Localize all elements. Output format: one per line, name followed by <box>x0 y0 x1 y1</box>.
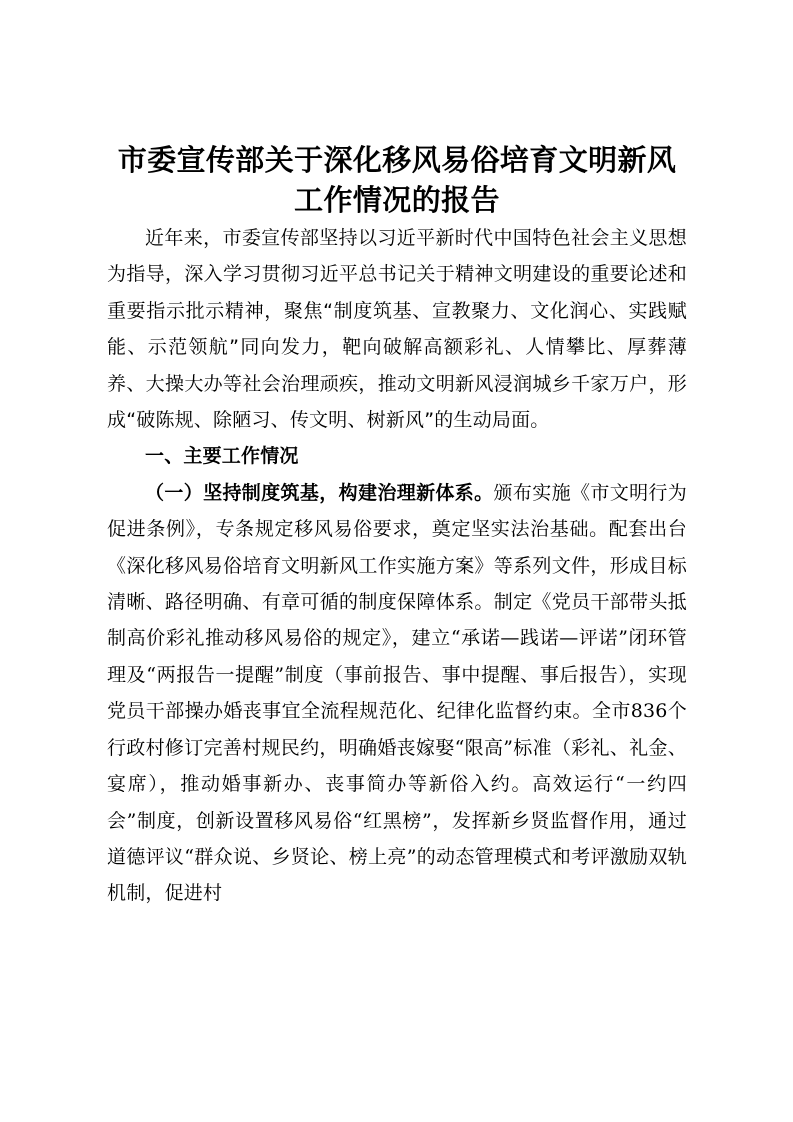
intro-paragraph: 近年来，市委宣传部坚持以习近平新时代中国特色社会主义思想为指导，深入学习贯彻习近平总书记关于精神文明建设的重要论述和重要指示批示精神，聚焦“制度筑基、宣教聚力、文化润心、实践赋能、示范领航”同向发力，靶向破解高额彩礼、人情攀比、厚葬薄养、大操大办等社会治理顽疾，推动文明新风浸润城乡千家万户，形成“破陈规、除陋习、传文明、树新风”的生动局面。 <box>107 227 687 432</box>
item-lead-sentence: （一）坚持制度筑基，构建治理新体系。 <box>145 481 494 504</box>
document-page <box>107 140 687 912</box>
item-body-text: 颁布实施《市文明行为促进条例》，专条规定移风易俗要求，奠定坚实法治基础。配套出台《深化移风易俗培育文明新风工作实施方案》等系列文件，形成目标清晰、路径明确、有章可循的制度保障体系。制定《党员干部带头抵制高价彩礼推动移风易俗的规定》，建立“承诺—践诺—评诺”闭环管理及“两报告一提醒”制度（事前报告、事中提醒、事后报告），实现党员干部操办婚丧事宜全流程规范化、纪律化监督约束。全市836个行政村修订完善村规民约，明确婚丧嫁娶“限高”标准（彩礼、礼金、宴席），推动婚事新办、丧事简办等新俗入约。高效运行“一约四会”制度，创新设置移风易俗“红黑榜”，发挥新乡贤监督作用，通过道德评议“群众说、乡贤论、榜上亮”的动态管理模式和考评激励双轨机制，促进村 <box>107 481 687 905</box>
section-heading: 一、主要工作情况 <box>145 445 299 468</box>
document-title: 市委宣传部关于深化移风易俗培育文明新风工作情况的报告 <box>117 143 677 217</box>
section-item-paragraph <box>107 475 687 912</box>
